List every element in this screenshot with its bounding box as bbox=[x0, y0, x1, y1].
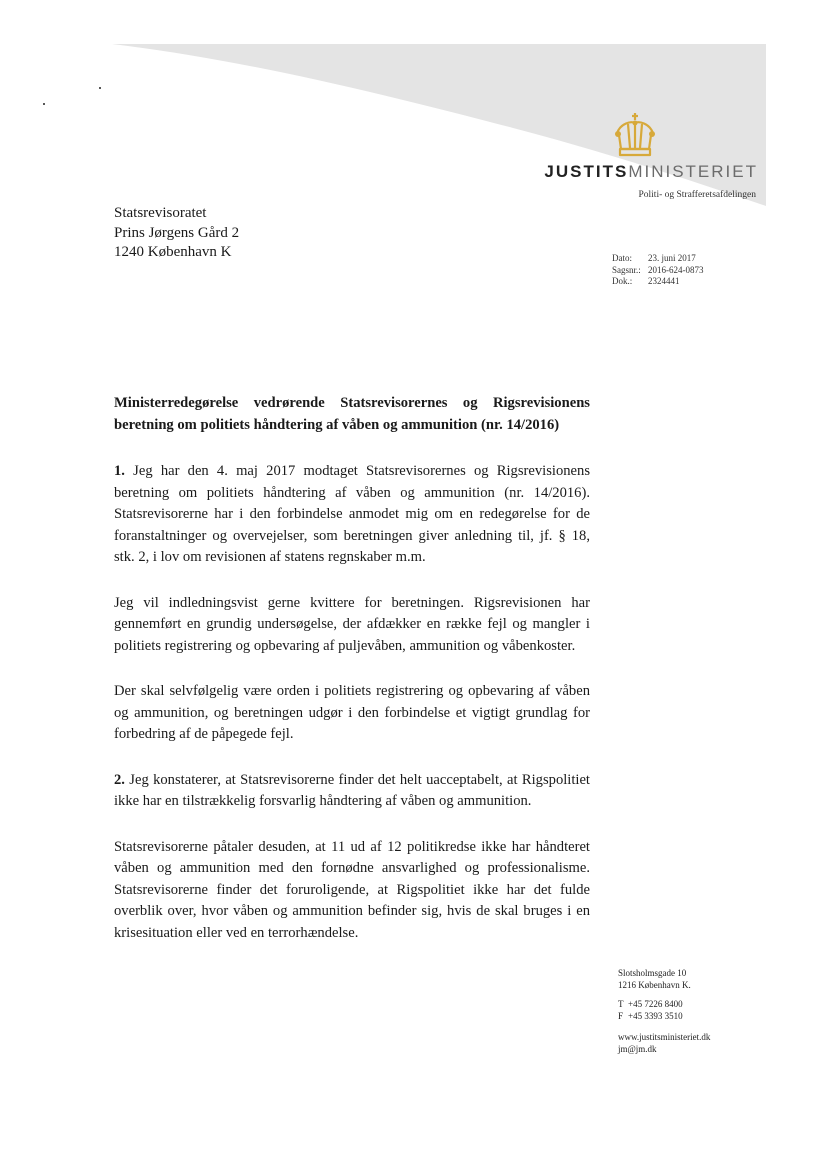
meta-date-label: Dato: bbox=[612, 253, 632, 263]
contact-website: www.justitsministeriet.dk bbox=[618, 1032, 711, 1042]
scan-speck bbox=[99, 87, 101, 89]
ministry-name-light: MINISTERIET bbox=[628, 162, 758, 181]
ministry-name-bold: JUSTITS bbox=[544, 162, 629, 181]
contact-phone bbox=[618, 999, 710, 1011]
meta-date bbox=[612, 253, 704, 265]
letter-subject: Ministerredegørelse vedrørende Statsrevisorernes og Rigsrevisionens beretning om politiets håndtering af våben og ammunition (nr. 14/2016) bbox=[114, 395, 590, 433]
recipient-street: Prins Jørgens Gård 2 bbox=[114, 224, 240, 241]
contact-address-line1: Slotsholmsgade 10 bbox=[618, 968, 687, 978]
paragraph bbox=[114, 593, 590, 658]
paragraph bbox=[114, 681, 590, 746]
paragraph bbox=[114, 837, 590, 945]
paragraph bbox=[114, 461, 590, 569]
paragraph-text: Jeg har den 4. maj 2017 modtaget Statsrevisorernes og Rigsrevisionens beretning om politiets håndtering af våben og ammunition (nr. 14/2016). Statsrevisorerne har i den forbindelse anmodet mig om en redegørelse for de foranstaltninger og overvejelser, som beretningen giver anledning til, jf. § 18, stk. 2, i lov om revisionen af statens regnskaber m.m. bbox=[114, 463, 590, 565]
department-name: Politi- og Strafferetsafdelingen bbox=[638, 190, 756, 200]
contact-email: jm@jm.dk bbox=[618, 1043, 657, 1054]
meta-date-value: 23. juni 2017 bbox=[648, 253, 696, 263]
scan-speck bbox=[43, 103, 45, 105]
ministry-name bbox=[522, 162, 758, 182]
contact-fax bbox=[618, 1011, 710, 1023]
meta-doc-value: 2324441 bbox=[648, 276, 680, 286]
contact-fax-label: F bbox=[618, 1010, 624, 1021]
letter-body bbox=[114, 393, 590, 968]
meta-doc-label: Dok.: bbox=[612, 276, 633, 286]
meta-case-label: Sagsnr.: bbox=[612, 264, 641, 275]
paragraph-text: Der skal selvfølgelig være orden i politiets registrering og opbevaring af våben og ammunition, og beretningen udgør i den forbindelse et vigtigt grundlag for forbedring af de påpegede fejl. bbox=[114, 683, 590, 742]
ministry-contact bbox=[618, 968, 710, 1055]
contact-phone-label: T bbox=[618, 999, 624, 1009]
recipient-address bbox=[114, 204, 239, 263]
paragraph bbox=[114, 770, 590, 813]
paragraph-number: 1. bbox=[114, 463, 125, 479]
recipient-name: Statsrevisoratet bbox=[114, 205, 207, 221]
paragraph-text: Statsrevisorerne påtaler desuden, at 11 ud af 12 politikredse ikke har håndteret våben og ammunition med den fornødne ansvarlighed og professionalisme. Statsrevisorerne finder det foruroligende, at Rigspolitiet ikke har det fulde overblik over, hvor våben og ammunition befinder sig, hvis de skal bruges i en krisesituation eller ved en terrorhændelse. bbox=[114, 838, 590, 941]
contact-fax-value: +45 3393 3510 bbox=[628, 1010, 683, 1021]
paragraph-number: 2. bbox=[114, 771, 125, 788]
paragraph-text: Jeg konstaterer, at Statsrevisorerne finder det helt uacceptabelt, at Rigspolitiet ikke har en tilstrækkelig forsvarlig håndtering af våben og ammunition. bbox=[114, 771, 590, 809]
meta-case bbox=[612, 265, 704, 277]
document-meta bbox=[612, 253, 704, 288]
meta-case-value: 2016-624-0873 bbox=[648, 264, 704, 275]
crown-icon bbox=[611, 111, 659, 159]
contact-phone-value: +45 7226 8400 bbox=[628, 999, 683, 1009]
paragraph-text: Jeg vil indledningsvist gerne kvittere for beretningen. Rigsrevisionen har gennemført en grundig undersøgelse, der afdækker en række fejl og mangler i politiets registrering og opbevaring af puljevåben, ammunition og våbenkoster. bbox=[114, 594, 590, 654]
recipient-city: 1240 København K bbox=[114, 244, 232, 260]
contact-address-line2: 1216 København K. bbox=[618, 979, 691, 990]
meta-doc bbox=[612, 276, 704, 288]
